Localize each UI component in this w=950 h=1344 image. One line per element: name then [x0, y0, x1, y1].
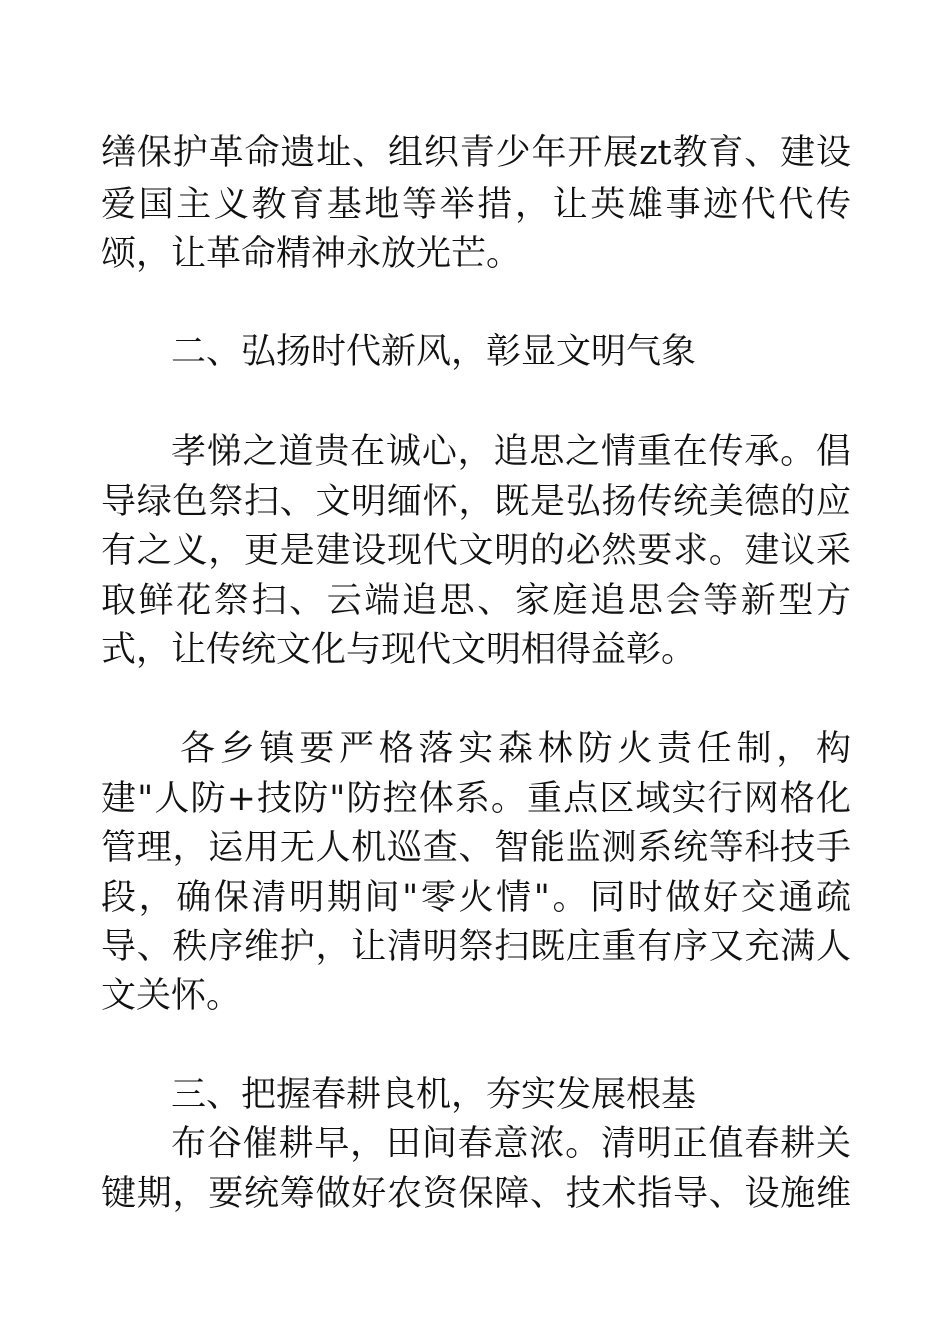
paragraph-line: 爱国主义教育基地等举措，让英雄事迹代代传: [101, 185, 851, 225]
paragraph-line: 颂，让革命精神永放光芒。: [101, 234, 522, 274]
paragraph-line: 段，确保清明期间"零火情"。同时做好交通疏: [101, 878, 851, 918]
paragraph-line: 各乡镇要严格落实森林防火责任制，构: [180, 729, 851, 769]
paragraph-line: 导、秩序维护，让清明祭扫既庄重有序又充满人: [101, 927, 851, 967]
paragraph-line: 缮保护革命遗址、组织青少年开展zt教育、建设: [101, 133, 851, 173]
paragraph-line: 管理，运用无人机巡查、智能监测系统等科技手: [101, 828, 851, 868]
section-heading: 三、把握春耕良机，夯实发展根基: [171, 1075, 697, 1115]
paragraph-line: 取鲜花祭扫、云端追思、家庭追思会等新型方: [101, 581, 851, 621]
paragraph-line: 导绿色祭扫、文明缅怀，既是弘扬传统美德的应: [101, 482, 851, 522]
paragraph-line: 式，让传统文化与现代文明相得益彰。: [101, 630, 697, 670]
paragraph-line: 有之义，更是建设现代文明的必然要求。建议采: [101, 531, 851, 571]
paragraph-line: 布谷催耕早，田间春意浓。清明正值春耕关: [171, 1124, 851, 1164]
paragraph-line: 文关怀。: [101, 976, 242, 1016]
paragraph-line: 孝悌之道贵在诚心，追思之情重在传承。倡: [171, 432, 851, 472]
paragraph-line: 键期，要统筹做好农资保障、技术指导、设施维: [101, 1174, 851, 1214]
paragraph-line: 建"人防+技防"防控体系。重点区域实行网格化: [101, 779, 851, 819]
section-heading: 二、弘扬时代新风，彰显文明气象: [171, 332, 697, 372]
